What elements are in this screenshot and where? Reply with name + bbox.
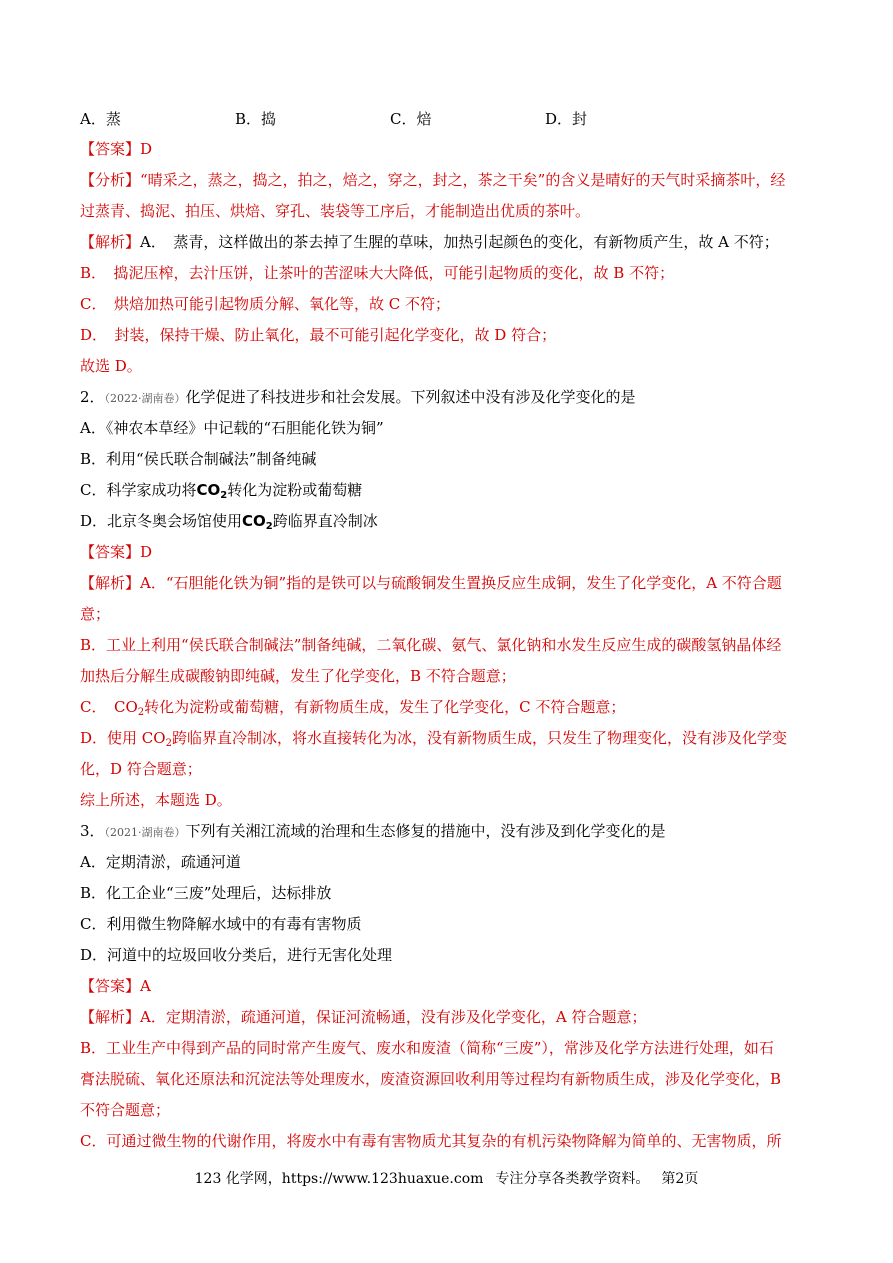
q3-explain-b-3: 不符合题意； <box>80 1101 171 1119</box>
q2-explain-a-1: 【解析】A．“石胆能化铁为铜”指的是铁可以与硫酸铜发生置换反应生成铜，发生了化学变化，A 不符合题 <box>80 574 782 592</box>
q1-explain-a: 【解析】A． 蒸青，这样做出的茶去掉了生腥的草味，加热引起颜色的变化，有新物质产生，故 A 不符； <box>80 233 779 251</box>
answer-value: D <box>140 543 153 561</box>
q1-explain-b: B． 捣泥压榨，去汁压饼，让茶叶的苦涩味大大降低，可能引起物质的变化，故 B 不符； <box>80 264 675 282</box>
q1-analysis-line-2: 过蒸青、捣泥、拍压、烘焙、穿孔、装袋等工序后，才能制造出优质的茶叶。 <box>80 202 591 220</box>
q2-explain-c: C． $CO_2$转化为淀粉或葡萄糖，有新物质生成，发生了化学变化，C 不符合题意； <box>80 698 626 718</box>
q3-explain-b-2: 膏法脱硫、氧化还原法和沉淀法等处理废水，废渣资源回收利用等过程均有新物质生成，涉及化学变化，B <box>80 1070 782 1088</box>
explain-label: 【解析】 <box>80 233 141 251</box>
analysis-label: 【分析】 <box>80 171 141 189</box>
q1-analysis-line-1: 【分析】“晴采之，蒸之，捣之，拍之，焙之，穿之，封之，茶之干矣”的含义是晴好的天气时采摘茶叶，经 <box>80 171 786 189</box>
q3-explain-a: 【解析】A．定期清淤，疏通河道，保证河流畅通，没有涉及化学变化，A 符合题意； <box>80 1008 647 1026</box>
q2-explain-d-1: D．使用 $CO_2$跨临界直冷制冰，将水直接转化为冰，没有新物质生成，只发生了物理变化，没有涉及化学变 <box>80 729 787 749</box>
q1-answer <box>80 134 820 165</box>
q2-answer <box>80 537 820 568</box>
q2-explain-b-1: B．工业上利用“侯氏联合制碱法”制备纯碱，二氧化碳、氨气、氯化钠和水发生反应生成的碳酸氢钠晶体经 <box>80 636 782 654</box>
q2-option-a: A．《神农本草经》中记载的“石胆能化铁为铜” <box>80 419 384 437</box>
page-footer <box>0 1168 893 1188</box>
answer-label: 【答案】 <box>80 977 141 995</box>
q1-explain-d: D． 封装，保持干燥、防止氧化，最不可能引起化学变化，故 D 符合； <box>80 326 557 344</box>
q2-option-b: B．利用“侯氏联合制碱法”制备纯碱 <box>80 450 317 468</box>
answer-value: A <box>140 977 151 995</box>
q3-answer <box>80 971 820 1002</box>
question-number: 2． <box>80 388 105 406</box>
co2-formula: $CO_2$ <box>242 512 273 532</box>
q2-option-d: D．北京冬奥会场馆使用$CO_2$跨临界直冷制冰 <box>80 512 378 532</box>
document-body <box>80 104 820 1157</box>
q1-options <box>80 104 820 134</box>
co2-formula: $CO_2$ <box>196 481 228 501</box>
explain-label: 【解析】 <box>80 574 141 592</box>
q1-option-d: D．封 <box>545 110 588 128</box>
footer-slogan: 专注分享各类教学资料。 <box>495 1171 650 1187</box>
q3-option-a: A．定期清淤，疏通河道 <box>80 853 241 871</box>
q2-explain-d-2: 化，D 符合题意； <box>80 760 202 778</box>
page-number: 第2页 <box>661 1171 699 1187</box>
q1-conclusion: 故选 D。 <box>80 357 142 375</box>
answer-value: D <box>140 140 153 158</box>
q3-option-d: D．河道中的垃圾回收分类后，进行无害化处理 <box>80 946 393 964</box>
q3-option-b: B．化工企业“三废”处理后，达标排放 <box>80 884 332 902</box>
footer-site: 123 化学网，https://www.123huaxue.com <box>194 1171 484 1187</box>
q2-explain-a-2: 意； <box>80 605 111 623</box>
co2-formula: $CO_2$ <box>113 698 145 718</box>
answer-label: 【答案】 <box>80 140 141 158</box>
question-source: （2021·湖南卷） <box>104 826 186 839</box>
q1-option-b: B．捣 <box>235 110 277 128</box>
answer-label: 【答案】 <box>80 543 141 561</box>
question-number: 3． <box>80 822 105 840</box>
q2-explain-b-2: 加热后分解生成碳酸钠即纯碱，发生了化学变化，B 不符合题意； <box>80 667 516 685</box>
q2-option-c: C．科学家成功将$CO_2$转化为淀粉或葡萄糖 <box>80 481 363 501</box>
co2-formula: $CO_2$ <box>141 729 172 749</box>
q3-stem: 3．（2021·湖南卷）下列有关湘江流域的治理和生态修复的措施中，没有涉及到化学变化的是 <box>80 822 666 840</box>
q3-explain-c-1: C．可通过微生物的代谢作用，将废水中有毒有害物质尤其复杂的有机污染物降解为简单的、无害物质，所 <box>80 1132 782 1150</box>
q1-explain-c: C． 烘焙加热可能引起物质分解、氧化等，故 C 不符； <box>80 295 450 313</box>
q1-option-a: A．蒸 <box>80 110 121 128</box>
q2-conclusion: 综上所述，本题选 D。 <box>80 791 232 809</box>
q3-explain-b-1: B．工业生产中得到产品的同时常产生废气、废水和废渣（简称“三废”），常涉及化学方法进行处理，如石 <box>80 1039 774 1057</box>
q3-option-c: C．利用微生物降解水域中的有毒有害物质 <box>80 915 362 933</box>
question-source: （2022·湖南卷） <box>104 392 186 405</box>
explain-label: 【解析】 <box>80 1008 141 1026</box>
q1-option-c: C．焙 <box>390 110 432 128</box>
q2-stem: 2．（2022·湖南卷）化学促进了科技进步和社会发展。下列叙述中没有涉及化学变化的是 <box>80 388 636 406</box>
